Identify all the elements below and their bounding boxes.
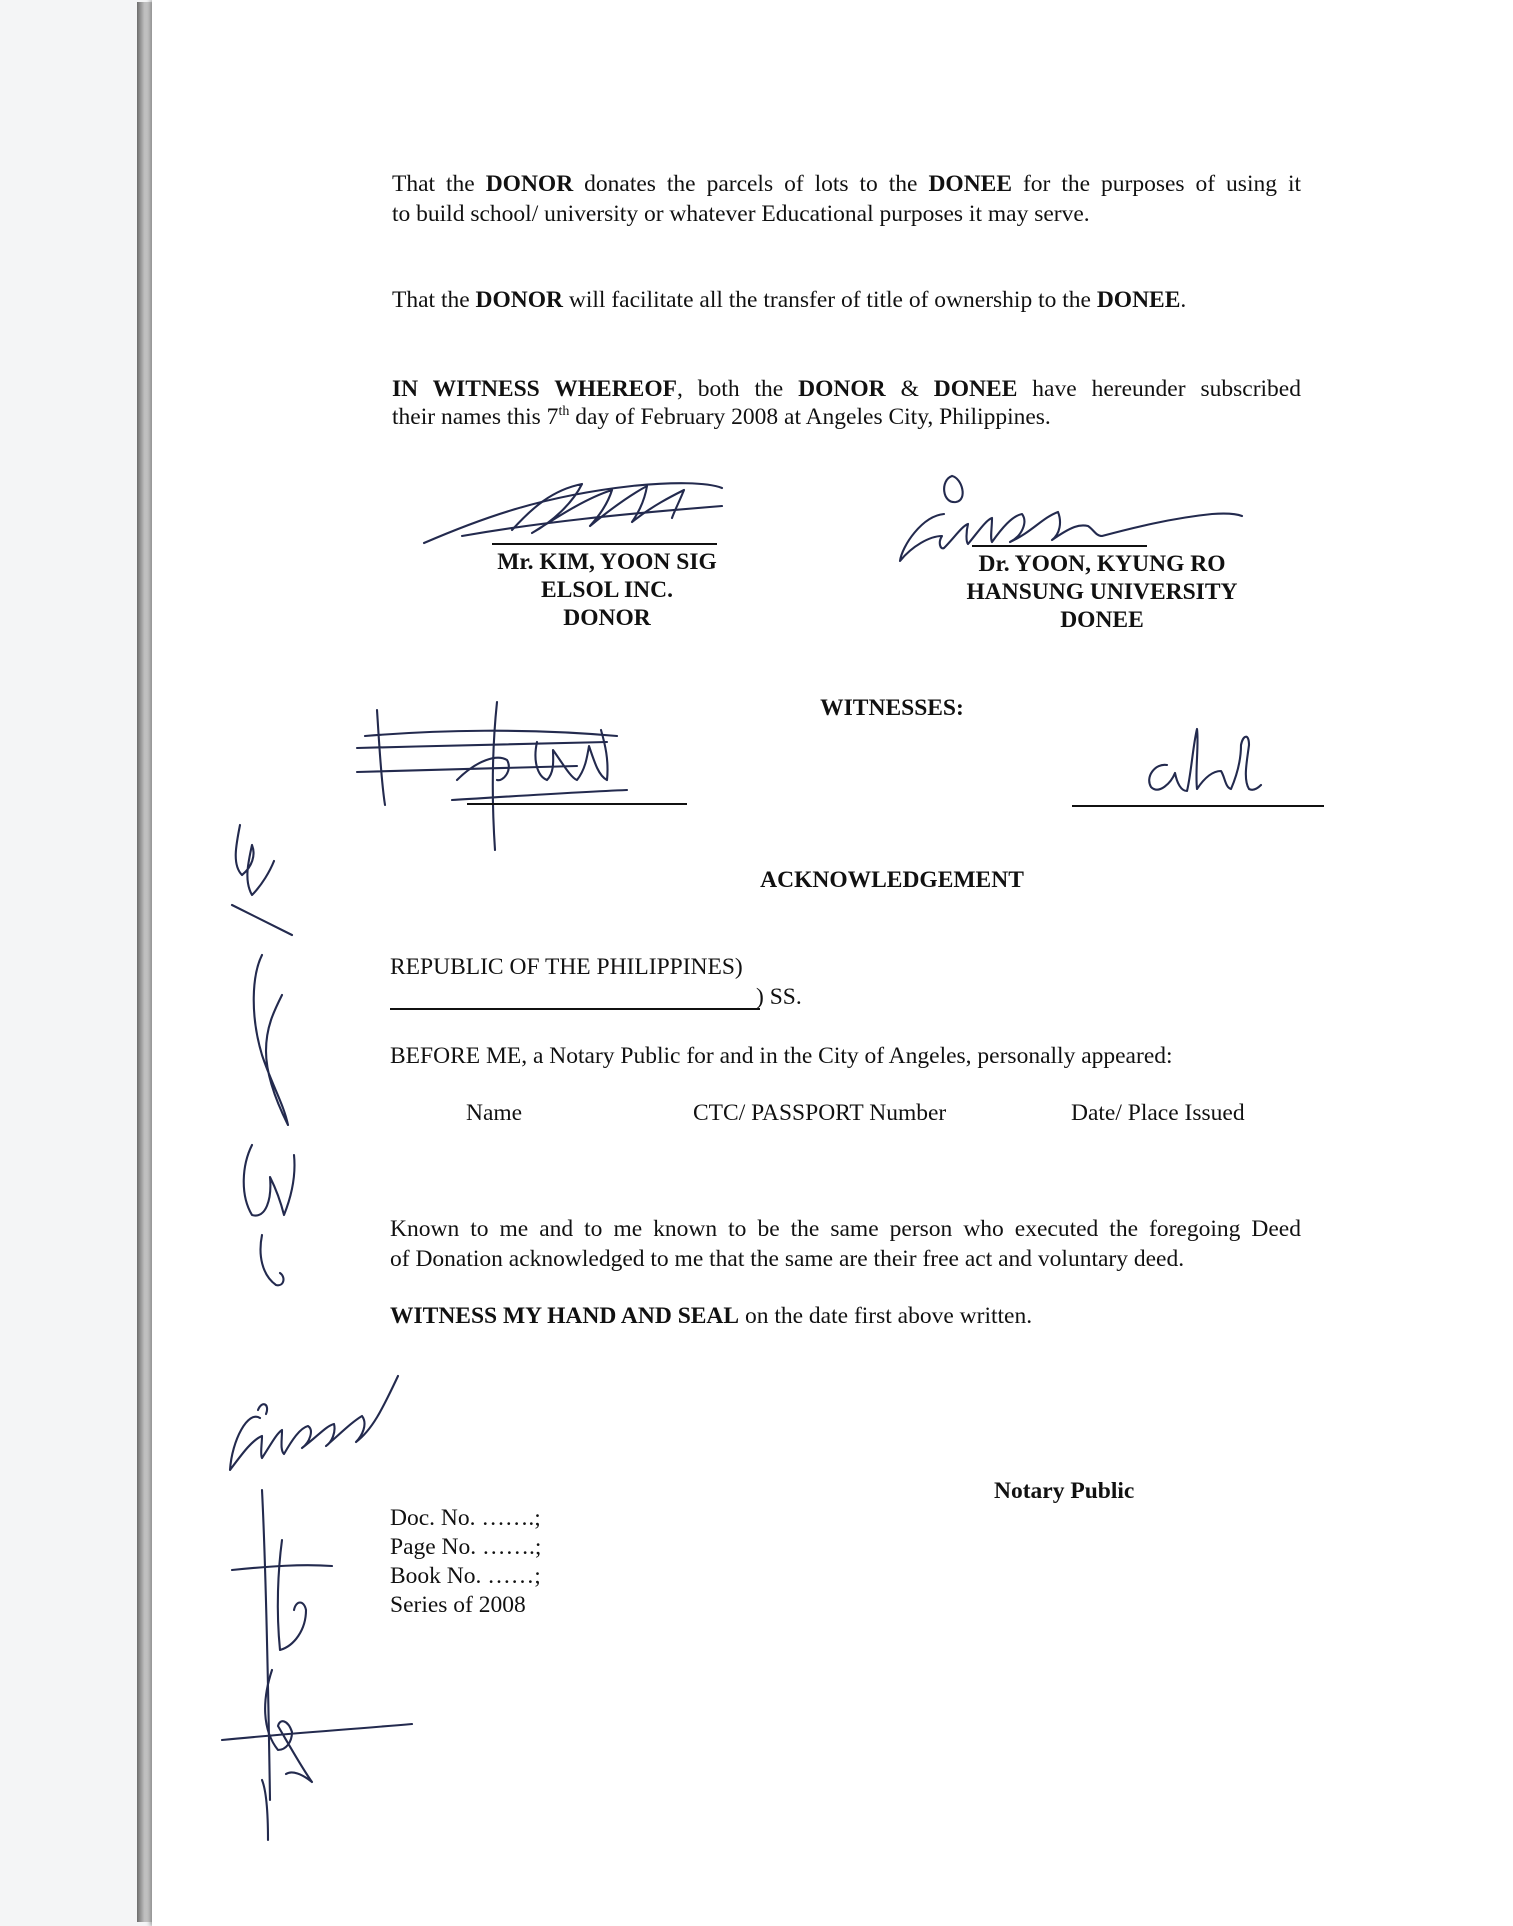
donor-company: ELSOL INC.: [541, 577, 673, 603]
in-witness-line2: their names this 7th day of February 2008 at Angeles City, Philippines.: [392, 404, 1051, 430]
column-header-date: Date/ Place Issued: [1071, 1100, 1245, 1126]
donor-signature: [422, 478, 722, 548]
book-no: Book No. ……;: [390, 1563, 541, 1589]
venue-ss: ) SS.: [756, 984, 802, 1010]
series-year: Series of 2008: [390, 1592, 526, 1618]
witness-right-line: [1072, 805, 1324, 807]
before-me-paragraph: BEFORE ME, a Notary Public for and in the City of Angeles, personally appeared:: [390, 1043, 1173, 1069]
donee-signature-line: [972, 545, 1147, 547]
notary-public-label: Notary Public: [994, 1478, 1135, 1504]
column-header-name: Name: [466, 1100, 523, 1126]
known-to-me-line2: of Donation acknowledged to me that the same are their free act and voluntary deed.: [390, 1246, 1185, 1272]
column-header-ctc: CTC/ PASSPORT Number: [693, 1100, 947, 1126]
in-witness-line1: IN WITNESS WHEREOF, both the DONOR & DONEE have hereunder subscribed: [392, 376, 1301, 402]
known-to-me-line1: Known to me and to me known to be the same person who executed the foregoing Deed: [390, 1216, 1301, 1242]
margin-signature-lower: [222, 1370, 462, 1840]
donee-institution: HANSUNG UNIVERSITY: [966, 579, 1238, 605]
document-page: [152, 0, 1513, 1926]
donor-signature-line: [492, 543, 717, 545]
page-no: Page No. …….;: [390, 1534, 542, 1560]
venue-blank-line: [390, 1008, 760, 1010]
doc-no: Doc. No. …….;: [390, 1505, 541, 1531]
witness-right-signature: [1137, 705, 1267, 805]
witness-left-line: [467, 803, 687, 805]
donee-name: Dr. YOON, KYUNG RO: [978, 551, 1226, 577]
transfer-title-paragraph: That the DONOR will facilitate all the transfer of title of ownership to the DONEE.: [392, 287, 1187, 313]
donor-name: Mr. KIM, YOON SIG: [497, 549, 717, 575]
donor-role: DONOR: [563, 605, 651, 631]
witness-left-signature: [357, 700, 637, 855]
margin-initials-vertical: [222, 815, 332, 1315]
acknowledgement-heading: ACKNOWLEDGEMENT: [760, 867, 1024, 893]
venue-republic: REPUBLIC OF THE PHILIPPINES): [390, 954, 743, 980]
witness-hand-seal: WITNESS MY HAND AND SEAL on the date first above written.: [390, 1303, 1033, 1329]
donation-purpose-line2: to build school/ university or whatever Educational purposes it may serve.: [392, 201, 1090, 227]
donation-purpose-line1: That the DONOR donates the parcels of lots to the DONEE for the purposes of using it: [392, 171, 1301, 197]
donee-role: DONEE: [1060, 607, 1144, 633]
witnesses-heading: WITNESSES:: [820, 695, 964, 721]
